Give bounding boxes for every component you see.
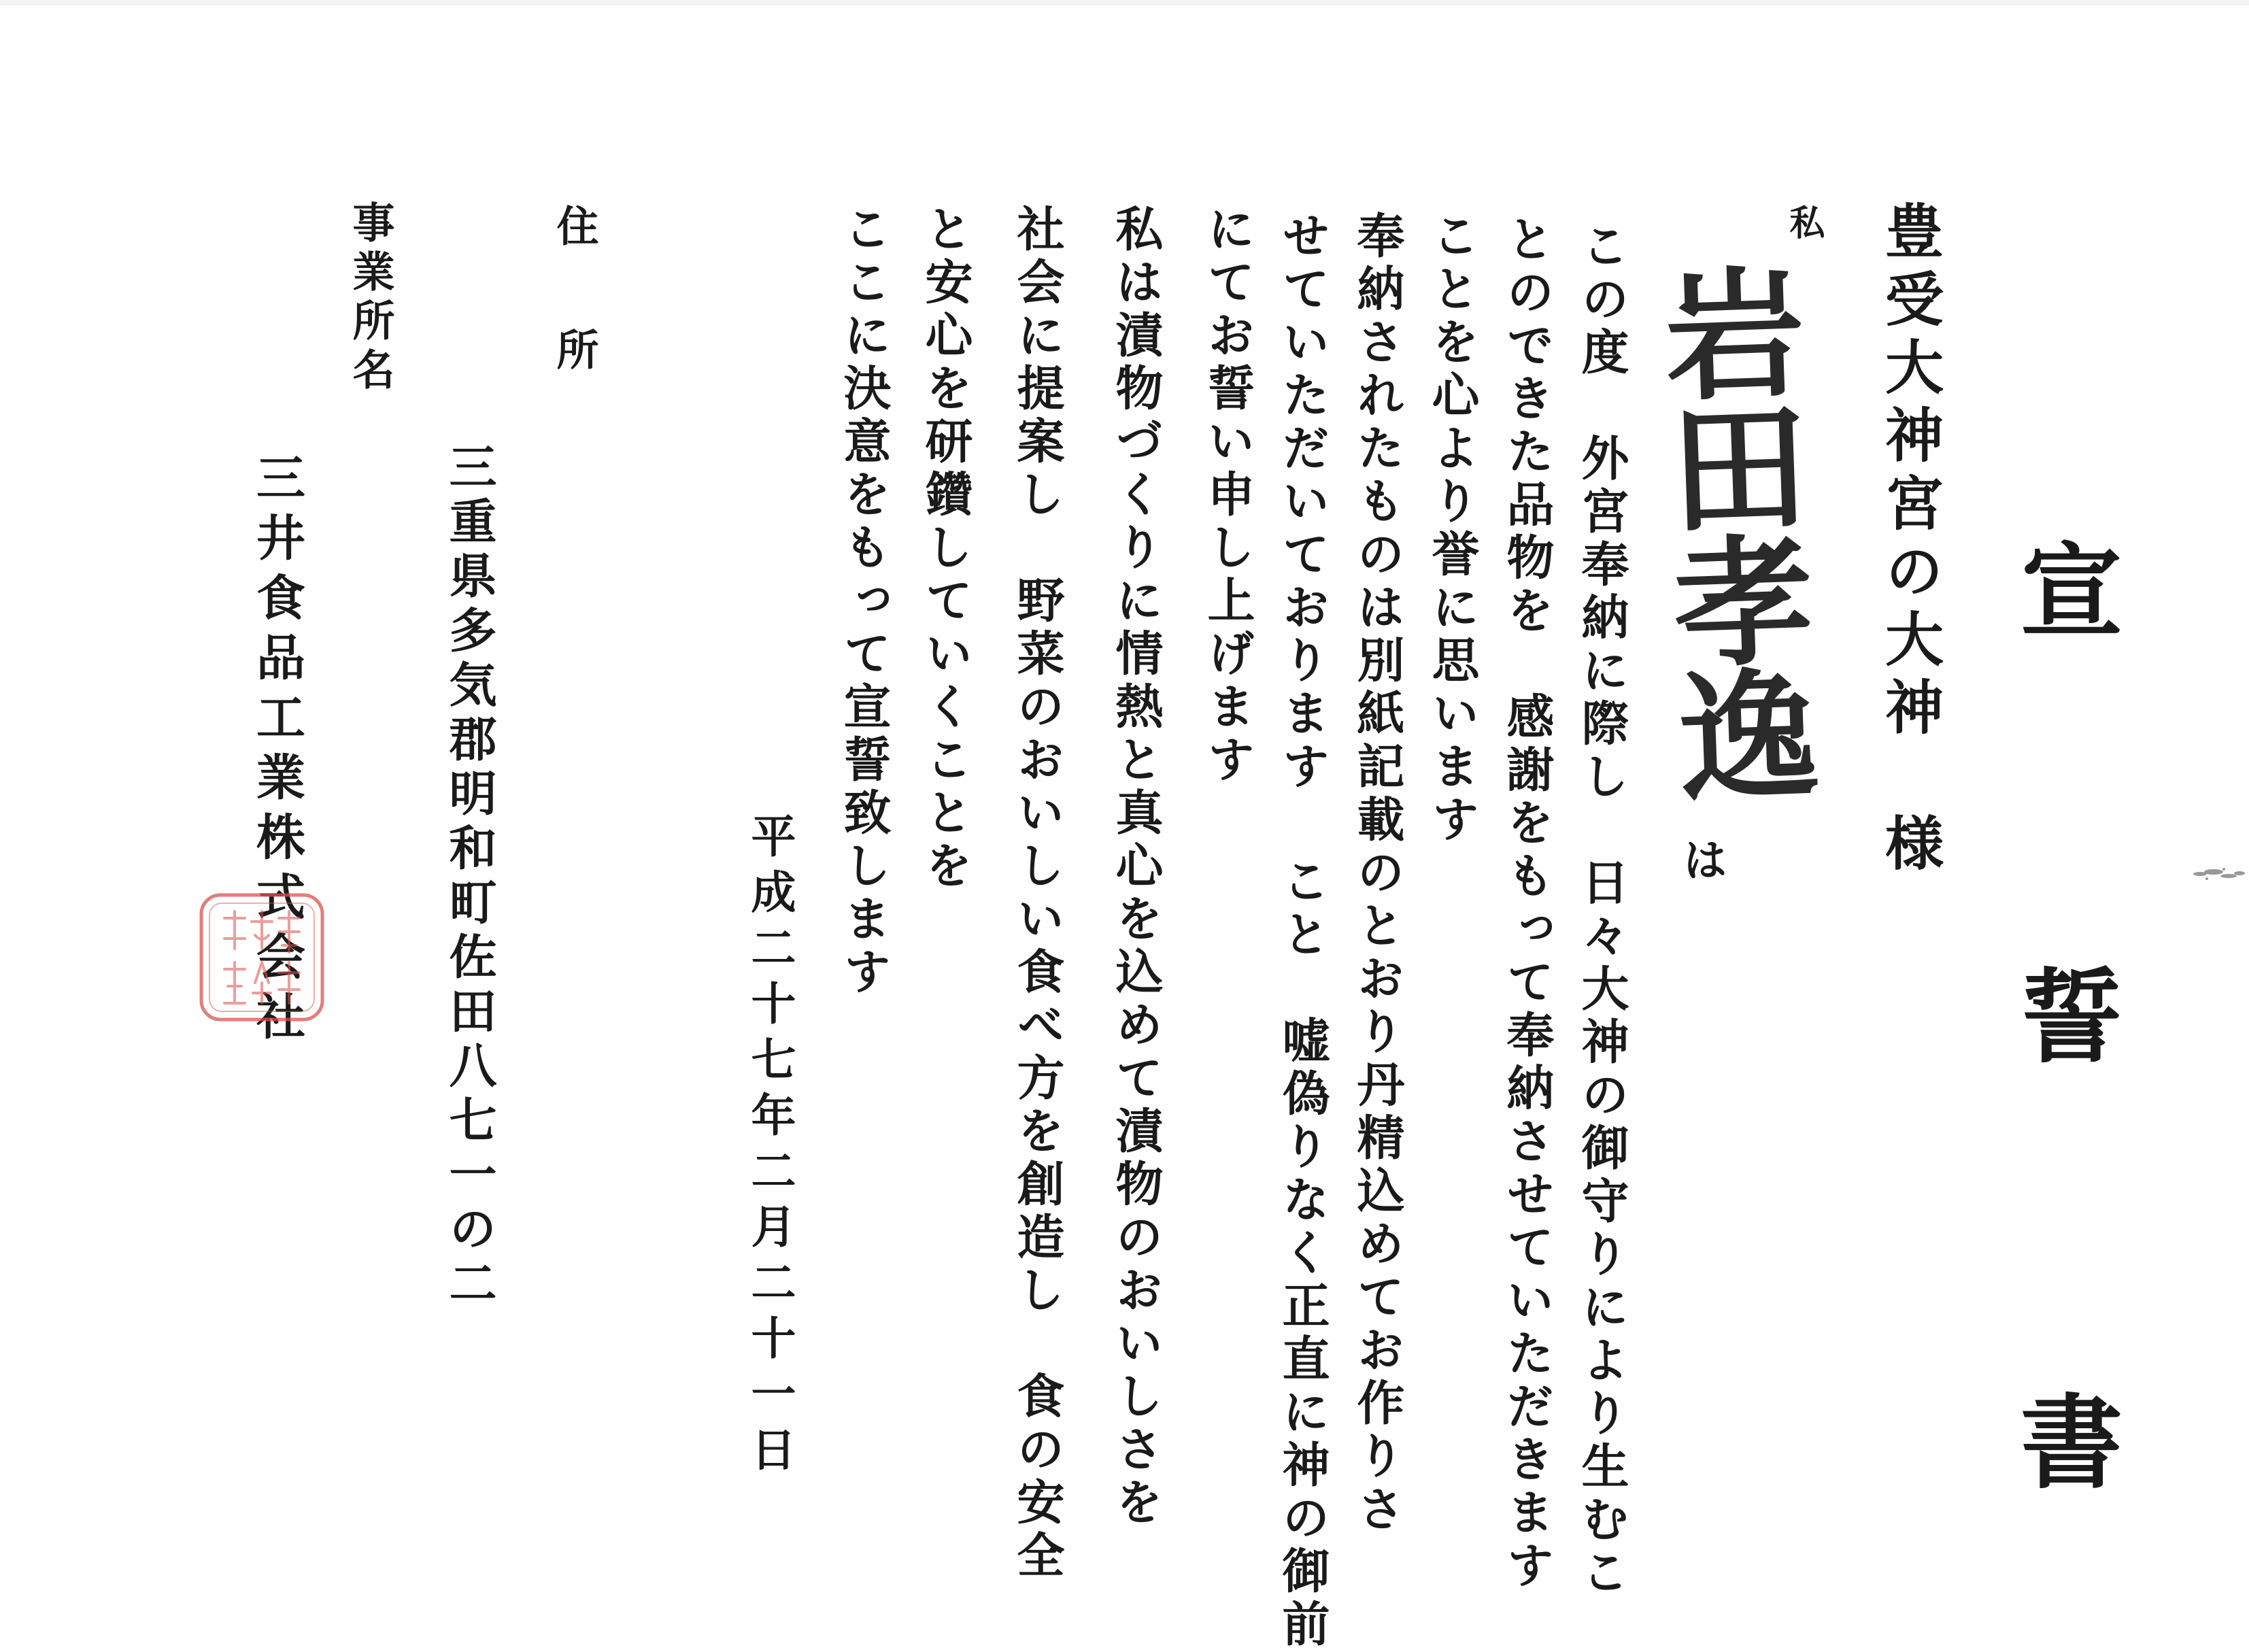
handwritten-signature: 岩田孝逸 bbox=[1638, 259, 1821, 800]
address-label: 住所 bbox=[549, 204, 599, 452]
scan-edge bbox=[0, 0, 2249, 5]
company-seal-icon bbox=[197, 891, 326, 1024]
body-line: と安心を研鑽していくことを bbox=[917, 204, 974, 894]
body-line: 私は漬物づくりに情熱と真心を込めて漬物のおいしさを bbox=[1108, 204, 1164, 1530]
pledge-prefix: 私 bbox=[1783, 204, 1825, 239]
body-line: ここに決意をもって宣誓致します bbox=[836, 204, 892, 1000]
document-date: 平成二十七年二月二十一日 bbox=[743, 813, 796, 1482]
company-name: 三井食品工業株式会社 bbox=[248, 452, 306, 1051]
addressee: 豊受大神宮の大神 様 bbox=[1875, 201, 1944, 881]
ink-smudge bbox=[2186, 857, 2248, 891]
body-line: この度 外宮奉納に際し 日々大神の御守りにより生むこ bbox=[1574, 221, 1630, 1600]
pledge-particle: は bbox=[1675, 837, 1728, 881]
document-title: 宣 誓 書 bbox=[2003, 537, 2123, 1593]
body-line: 奉納されたものは別紙記載のとおり丹精込めてお作りさ bbox=[1349, 211, 1406, 1537]
office-name-label: 事業所名 bbox=[345, 201, 395, 397]
body-line: にてお誓い申し上げます bbox=[1200, 204, 1256, 788]
body-line: とのできた品物を 感謝をもって奉納させていただきます bbox=[1499, 214, 1555, 1594]
body-line: ことを心より誉に思います bbox=[1424, 211, 1481, 847]
body-line: せていただいております こと 嘘偽りなく正直に神の御前 bbox=[1274, 211, 1331, 1652]
address: 三重県多気郡明和町佐田八七一の二 bbox=[441, 442, 498, 1313]
body-line: 社会に提案し 野菜のおいしい食べ方を創造し 食の安全 bbox=[1009, 204, 1066, 1583]
